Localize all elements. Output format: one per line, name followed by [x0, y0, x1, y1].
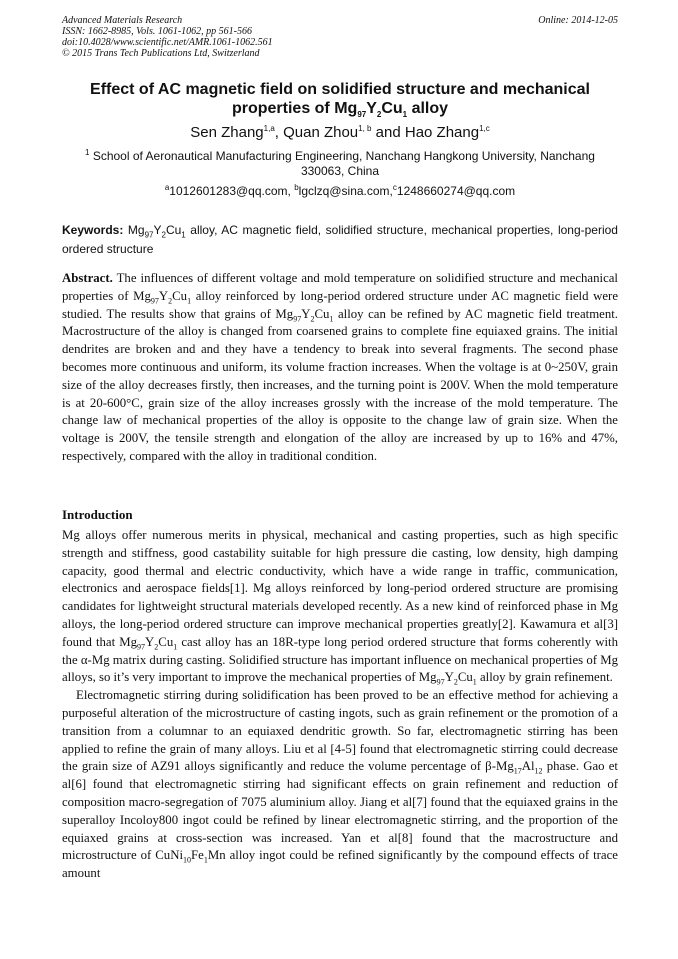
paper-title — [62, 80, 618, 118]
keywords-label: Keywords: — [62, 223, 124, 237]
introduction-body — [62, 527, 618, 883]
title-line-2: properties of $Mg_{97}Y_2Cu_1$ alloy — [231, 100, 449, 120]
keywords: Keywords: $Mg_{97}Y_2Cu_1$ alloy, AC magnetic field, solidified structure, mechanical properties, long-period ordered structure — [62, 223, 618, 256]
author-emails: $^a$1012601283@qq.com, $^b$lgclzq@sina.com,$^c$1248660274@qq.com — [164, 183, 516, 198]
online-date: Online: 2014-12-05 — [538, 15, 618, 26]
abstract-label: Abstract. — [62, 271, 113, 285]
paragraph: Electromagnetic stirring during solidification has been proved to be an effective method for achieving a purposeful alteration of the microstructure of casting ingots, such as grain refinement or the promotion of a transition from a columnar to an equiaxed dendritic growth. So far, electromagnetic stirring has been applied to refine the grain of many alloys. Liu et al [4-5] found that electromagnetic stirring could decrease the grain size of AZ91 alloys significantly and reduce the volume percentage of $\beta-Mg_{17}Al_{12}$ phase. Gao et al[6] found that electromagnetic stirring had significant effects on grain refinement and reduction of composition macro-segregation of 7075 aluminium alloy. Jiang et al[7] found that the equiaxed grains in the superalloy Incoloy800 ingot could be refined by linear electromagnetic stirring, and the proportion of the equiaxed grains at cross-section was increased. Yan et al[8] found that the macrostructure and microstructure of $CuNi_{10}Fe_1Mn$ alloy ingot could be refined significantly by the compound effects of trace amount — [62, 688, 618, 881]
journal-name: Advanced Materials Research — [62, 15, 183, 26]
journal-header — [62, 15, 618, 59]
doi: doi:10.4028/www.scientific.net/AMR.1061-1062.561 — [62, 37, 273, 48]
issn: ISSN: 1662-8985, Vols. 1061-1062, pp 561-566 — [62, 26, 252, 37]
paragraph: Mg alloys offer numerous merits in physical, mechanical and casting properties, such as high specific strength and stiffness, good castability suitable for high pressure die casting, low density, high damping capacity, good thermal and electric conductivity, which have a wide range in traffic, communication, electronics and aerospace fields[1]. Mg alloys reinforced by long-period ordered structure are promising candidates for lightweight structural materials developed recently. As a new kind of reinforced phase in Mg alloys, the long-period ordered structure can improve mechanical properties greatly[2]. Kawamura et al[3] found that $Mg_{97}Y_2Cu_1$ cast alloy has an 18R-type long period ordered structure that forms coherently with the α-Mg matrix during casting. Solidified structure has important influence on mechanical properties of Mg alloys, so it’s very important to improve the mechanical properties of $Mg_{97}Y_2Cu_1$ alloy by grain refinement. — [62, 528, 618, 687]
copyright: © 2015 Trans Tech Publications Ltd, Switzerland — [62, 48, 260, 59]
title-line-1: Effect of AC magnetic field on solidified structure and mechanical — [90, 81, 590, 98]
affiliation: $^1$ School of Aeronautical Manufacturing Engineering, Nanchang Hangkong University, Nanchang 330063, China — [85, 148, 595, 178]
section-heading-introduction: Introduction — [62, 507, 133, 522]
author-list: Sen Zhang$^{1,a}$, Quan Zhou$^{1, b}$ and Hao Zhang$^{1,c}$ — [190, 124, 490, 141]
abstract: Abstract. The influences of different voltage and mold temperature on solidified structure and mechanical properties of $Mg_{97}Y_2Cu_1$ alloy reinforced by long-period ordered structure under AC magnetic field were studied. The results show that grains of $Mg_{97}Y_2Cu_1$ alloy can be refined by AC magnetic field treatment. Macrostructure of the alloy is changed from coarsened grains to complete fine equiaxed grains. The initial dendrites are broken and and they have a tendency to break into several fragments. The second phase becomes more continuous and uniform, its volume fraction increases. When the voltage is at 0~250V, grain size of the alloy decreases firstly, then increases, and the turning point is 200V. When the mold temperature is at 20-600°C, grain size of the alloy increases grossly with the increase of the mold temperature. The change law of mechanical properties of the alloy is opposite to the change law of grain size. When the voltage is 200V, the tensile strength and elongation of the alloy are increased by up to 16% and 47%, respectively, compared with the alloy in traditional condition. — [62, 271, 619, 463]
